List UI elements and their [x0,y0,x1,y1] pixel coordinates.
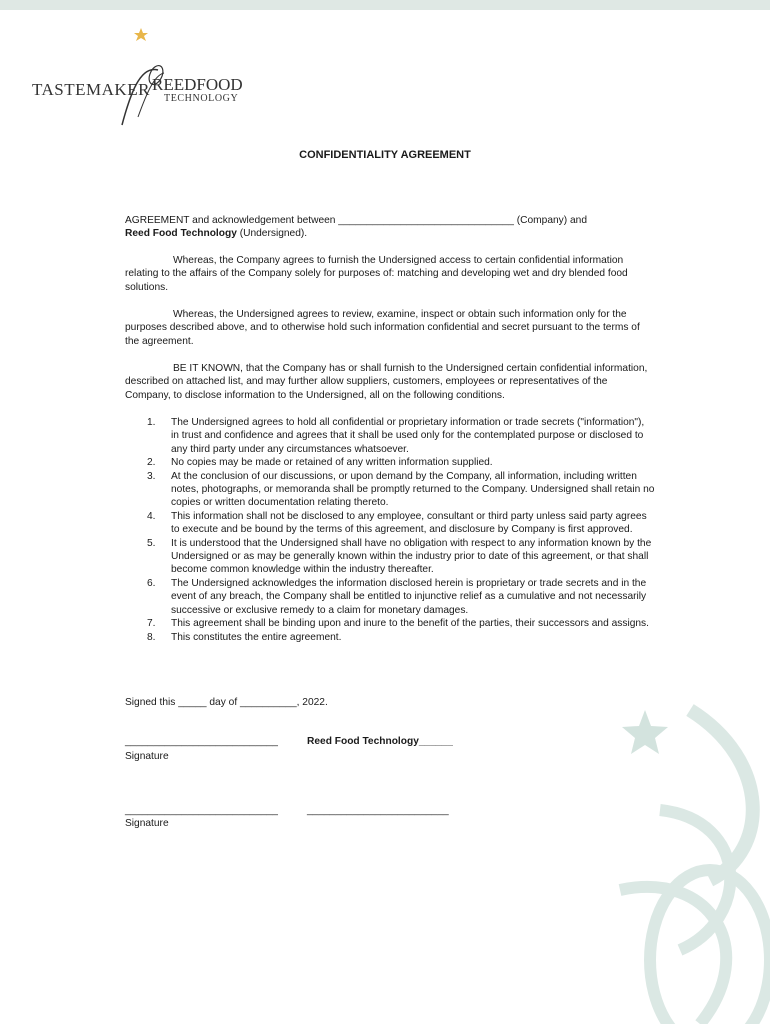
list-item: 5. It is understood that the Undersigned shall have no obligation with respect to any information known by the Undersigned or as may be generally known within the industry prior to date of this agreement, or that shall become common knowledge within the industry thereafter. [147,537,652,576]
signature-company-1: Reed Food Technology______ [307,736,453,747]
signature-label-2: Signature [125,818,169,829]
logo-text-technology: TECHNOLOGY [164,93,239,104]
list-item: 4. This information shall not be disclosed to any employee, consultant or third party unless said party agrees to execute and be bound by the terms of this agreement, and disclosure by Company is first approved. [147,510,647,536]
list-item: 2. No copies may be made or retained of any written information supplied. [147,457,493,469]
logo-text-reedfood: REEDFOOD [152,75,243,94]
watermark-whisk-graphic [560,690,770,1024]
intro-company-name: Reed Food Technology [125,228,237,240]
logo-text-tastemaker: TASTEMAKER [32,80,150,99]
signed-date-line: Signed this _____ day of __________, 2022. [125,697,328,708]
company-logo [30,25,260,135]
signature-label-1: Signature [125,751,169,762]
signature-line-1: ___________________________ [125,736,278,747]
intro-paragraph [125,214,655,241]
whereas-paragraph-1: Whereas, the Company agrees to furnish the Undersigned access to certain confidential information relating to the affairs of the Company solely for purposes of: matching and developing wet and dry blended food solutions. [125,255,628,293]
signature-line-2: ___________________________ [125,805,278,816]
top-decorative-band [0,0,770,10]
signature-company-line-2: _________________________ [307,805,449,816]
list-item: 7. This agreement shall be binding upon and inure to the benefit of the parties, their successors and assigns. [147,618,649,630]
conditions-list [125,416,655,644]
list-item: 6. The Undersigned acknowledges the information disclosed herein is proprietary or trade secrets and in the event of any breach, the Company shall be entitled to injunctive relief as a cumulative and not necessarily successive or exclusive remedy to a claim for monetary damages. [147,577,647,616]
logo-star-icon [134,28,148,41]
page-title: CONFIDENTIALITY AGREEMENT [299,149,471,161]
list-item: 1. The Undersigned agrees to hold all confidential or proprietary information or trade secrets ("information"), in trust and confidence and agrees that it shall be used only for the contemplated purpose or disclosed to any third party under any circumstances whatsoever. [147,417,645,455]
watermark-star-icon [622,710,668,754]
intro-line: AGREEMENT and acknowledgement between _______________________________ (Company) and [125,215,587,226]
list-item: 3. At the conclusion of our discussions, or upon demand by the Company, all information, including written notes, photographs, or memoranda shall be promptly returned to the Company. Undersigned shall retain no copies or written documentation relating thereto. [147,470,655,509]
be-it-known-paragraph: BE IT KNOWN, that the Company has or shall furnish to the Undersigned certain confidential information, described on attached list, and may further allow suppliers, customers, employees or representatives of the Company, to disclose information to the Undersigned, all on the following conditions. [125,363,648,401]
intro-rest: (Undersigned). [236,228,308,240]
whereas-paragraph-2: Whereas, the Undersigned agrees to review, examine, inspect or obtain such information only for the purposes described above, and to otherwise hold such information confidential and secret pursuant to the terms of the agreement. [125,309,640,347]
list-item: 8. This constitutes the entire agreement. [147,631,342,643]
